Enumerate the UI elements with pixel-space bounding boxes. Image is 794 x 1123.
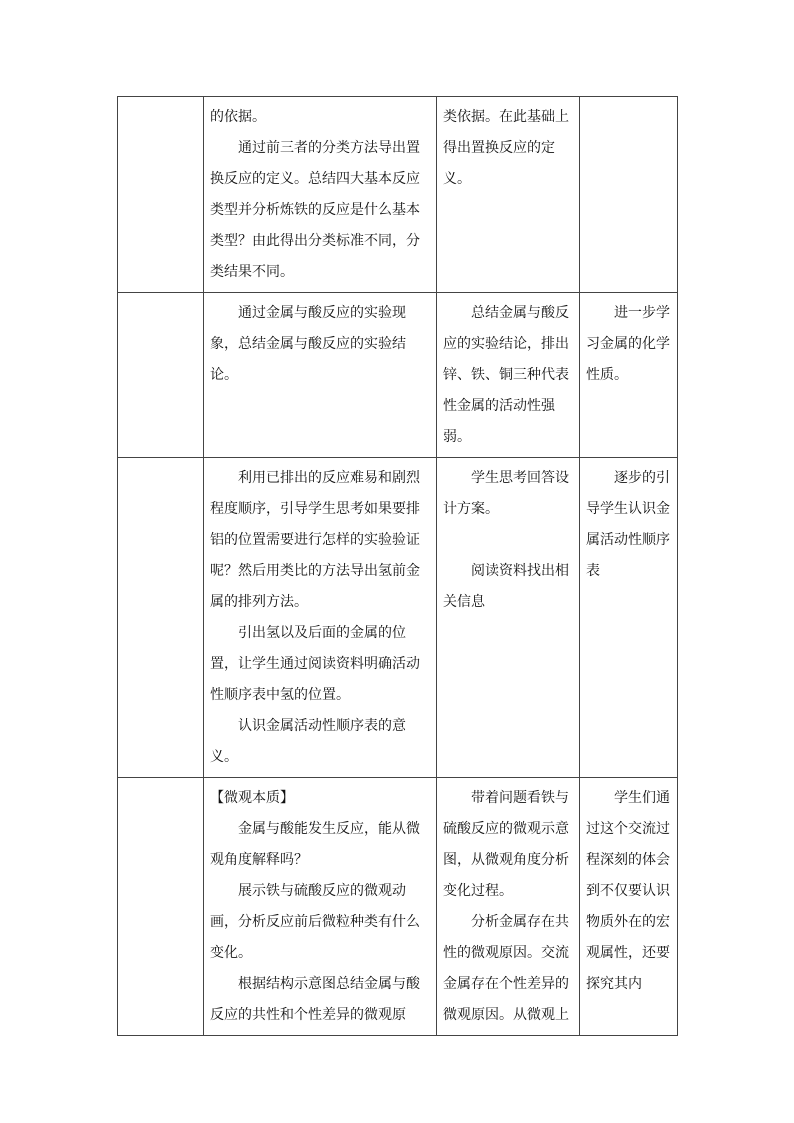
paragraph: 通过前三者的分类方法导出置换反应的定义。总结四大基本反应类型并分析炼铁的反应是什么基本类型？由此得出分类标准不同，分类结果不同。 [210, 140, 420, 280]
paragraph: 通过金属与酸反应的实验现象，总结金属与酸反应的实验结论。 [210, 305, 406, 383]
table-row [118, 778, 678, 1036]
paragraph: 利用已排出的反应难易和剧烈程度顺序，引导学生思考如果要排铝的位置需要进行怎样的实验验证呢？然后用类比的方法导出氢前金属的排列方法。 [210, 470, 420, 610]
stage-cell [118, 293, 204, 458]
paragraph: 类依据。在此基础上得出置换反应的定义。 [443, 109, 569, 187]
student-activity-cell [437, 778, 580, 1036]
design-intent-cell [580, 458, 678, 778]
student-activity-cell [437, 458, 580, 778]
paragraph: 分析金属存在共性的微观原因。交流金属存在个性差异的微观原因。从微观上 [443, 914, 569, 1023]
paragraph: 认识金属活动性顺序表的意义。 [210, 718, 406, 765]
design-intent-cell [580, 97, 678, 293]
student-activity-cell [437, 293, 580, 458]
design-intent-cell [580, 778, 678, 1036]
section-heading: 【微观本质】 [210, 790, 294, 806]
teacher-activity-cell [204, 97, 437, 293]
paragraph: 总结金属与酸反应的实验结论，排出锌、铁、铜三种代表性金属的活动性强弱。 [443, 305, 569, 445]
paragraph: 学生们通过这个交流过程深刻的体会到不仅要认识物质外在的宏观属性，还要探究其内 [586, 790, 670, 992]
paragraph: 带着问题看铁与硫酸反应的微观示意图，从微观角度分析变化过程。 [443, 790, 569, 899]
lesson-plan-table [117, 96, 678, 1036]
paragraph: 阅读资料找出相关信息 [443, 563, 569, 610]
paragraph: 引出氢以及后面的金属的位置，让学生通过阅读资料明确活动性顺序表中氢的位置。 [210, 625, 420, 703]
paragraph: 进一步学习金属的化学性质。 [586, 305, 670, 383]
student-activity-cell [437, 97, 580, 293]
table-row [118, 293, 678, 458]
teacher-activity-cell [204, 458, 437, 778]
paragraph: 学生思考回答设计方案。 [443, 470, 569, 517]
paragraph: 的依据。 [210, 109, 266, 125]
stage-cell [118, 97, 204, 293]
paragraph: 根据结构示意图总结金属与酸反应的共性和个性差异的微观原 [210, 976, 420, 1023]
paragraph: 金属与酸能发生反应，能从微观角度解释吗？ [210, 821, 420, 868]
table-row [118, 458, 678, 778]
paragraph: 逐步的引导学生认识金属活动性顺序表 [586, 470, 670, 579]
table-row [118, 97, 678, 293]
teacher-activity-cell [204, 293, 437, 458]
paragraph: 展示铁与硫酸反应的微观动画，分析反应前后微粒种类有什么变化。 [210, 883, 420, 961]
stage-cell [118, 458, 204, 778]
stage-cell [118, 778, 204, 1036]
design-intent-cell [580, 293, 678, 458]
teacher-activity-cell [204, 778, 437, 1036]
